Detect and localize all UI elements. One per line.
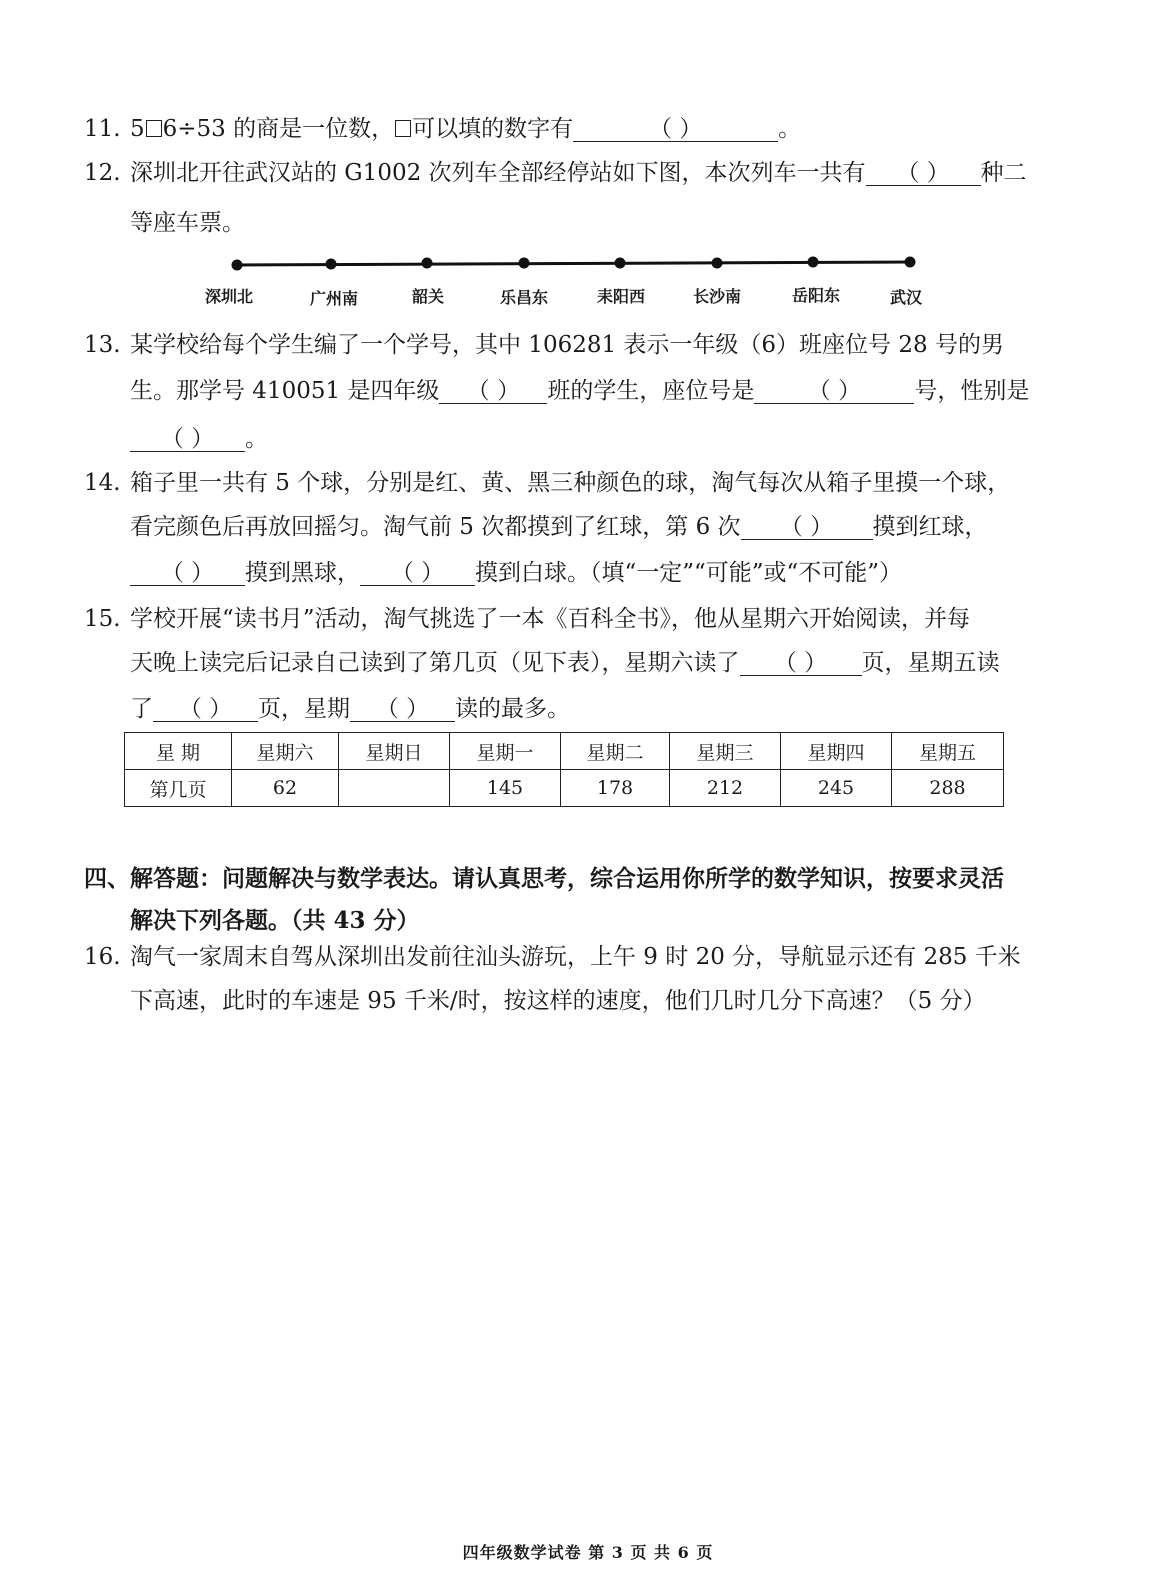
section-heading-line-1: 四、解答题：问题解决与数学表达。请认真思考，综合运用你所学的数学知识，按要求灵活 xyxy=(84,865,1004,892)
table-header-row xyxy=(125,733,1004,770)
text-part: 生。那学号 410051 是四年级 xyxy=(130,378,440,404)
station-label: 韶关 xyxy=(412,287,445,306)
answer-blank[interactable]: （ ） xyxy=(754,380,914,404)
text-part: 了 xyxy=(130,696,153,722)
table-cell: 178 xyxy=(561,770,670,807)
question-text-line-2 xyxy=(130,516,988,540)
route-line-svg xyxy=(0,0,1176,320)
question-text-line-1: 学校开展“读书月”活动，淘气挑选了一本《百科全书》，他从星期六开始阅读，并每 xyxy=(130,606,971,632)
answer-blank[interactable]: （ ） xyxy=(573,118,778,142)
question-text-line-2: 下高速，此时的车速是 95 千米/时，按这样的速度，他们几时几分下高速？（5 分） xyxy=(130,988,986,1014)
question-number: 15. xyxy=(84,606,121,632)
text-part: 天晚上读完后记录自己读到了第几页（见下表），星期六读了 xyxy=(130,650,740,676)
table-cell: 62 xyxy=(232,770,339,807)
text-part: 页，星期五读 xyxy=(861,650,1000,676)
question-text-line-3 xyxy=(130,562,902,586)
table-cell: 星期四 xyxy=(781,733,892,770)
station-dot xyxy=(519,258,530,269)
text-part: 页，星期 xyxy=(258,696,350,722)
station-dot xyxy=(808,257,819,268)
question-text-line-2 xyxy=(130,652,1000,676)
table-cell: 星期六 xyxy=(232,733,339,770)
question-number: 11. xyxy=(84,116,121,142)
table-cell: 288 xyxy=(892,770,1004,807)
answer-blank[interactable]: （ ） xyxy=(866,162,981,186)
station-label: 武汉 xyxy=(890,288,923,307)
question-text-line-1: 淘气一家周末自驾从深圳出发前往汕头游玩，上午 9 时 20 分，导航显示还有 285 千米 xyxy=(130,944,1021,970)
page-footer: 四年级数学试卷 第 3 页 共 6 页 xyxy=(462,1543,714,1562)
question-number: 12. xyxy=(84,160,121,186)
station-label: 长沙南 xyxy=(693,287,742,306)
table-row xyxy=(125,770,1004,807)
train-route-diagram xyxy=(0,0,1176,320)
text-part: 摸到黑球， xyxy=(245,560,360,586)
station-dot xyxy=(712,258,723,269)
text-part: 可以填的数字有 xyxy=(412,116,574,142)
station-dot xyxy=(905,257,916,268)
answer-blank[interactable]: （ ） xyxy=(130,562,245,586)
table-cell: 星期日 xyxy=(339,733,450,770)
station-label: 岳阳东 xyxy=(792,286,841,305)
answer-blank[interactable]: （ ） xyxy=(350,698,455,722)
text-part: 种二 xyxy=(980,160,1027,186)
text-part: 深圳北开往武汉站的 G1002 次列车全部经停站如下图，本次列车一共有 xyxy=(130,160,866,186)
text-part: 6÷53 的商是一位数， xyxy=(162,116,395,142)
text-part: 。 xyxy=(245,426,268,452)
text-part: 号，性别是 xyxy=(914,378,1030,404)
text-part: 5 xyxy=(130,116,145,142)
table-cell: 星期三 xyxy=(670,733,781,770)
answer-blank[interactable]: （ ） xyxy=(130,428,245,452)
table-cell: 145 xyxy=(450,770,561,807)
answer-blank[interactable]: （ ） xyxy=(360,562,475,586)
table-cell: 星期一 xyxy=(450,733,561,770)
question-number: 13. xyxy=(84,332,121,358)
text-part: 。 xyxy=(778,116,802,142)
station-label: 深圳北 xyxy=(205,287,254,306)
station-label: 乐昌东 xyxy=(500,288,549,307)
question-text-line-2: 等座车票。 xyxy=(130,210,245,236)
table-cell: 星 期 xyxy=(125,733,232,770)
station-dot xyxy=(232,260,243,271)
answer-blank[interactable]: （ ） xyxy=(153,698,258,722)
table-cell: 星期五 xyxy=(892,733,1004,770)
answer-blank[interactable]: （ ） xyxy=(439,380,547,404)
table-cell: 245 xyxy=(781,770,892,807)
question-text-line-3 xyxy=(130,698,570,722)
question-text-line-3 xyxy=(130,428,268,452)
station-dot xyxy=(615,258,626,269)
text-part: 摸到红球， xyxy=(872,514,988,540)
table-cell: 星期二 xyxy=(561,733,670,770)
table-cell: 第几页 xyxy=(125,770,232,807)
text-part: 读的最多。 xyxy=(455,696,570,722)
text-part: 班的学生，座位号是 xyxy=(547,378,755,404)
answer-blank[interactable]: （ ） xyxy=(741,516,873,540)
section-heading-line-2: 解决下列各题。（共 43 分） xyxy=(130,907,420,934)
question-number: 14. xyxy=(84,470,121,496)
question-text-line-2 xyxy=(130,380,1029,404)
text-part: 看完颜色后再放回摇匀。淘气前 5 次都摸到了红球，第 6 次 xyxy=(130,514,741,540)
station-label: 广州南 xyxy=(310,289,359,308)
question-text-line-1: 箱子里一共有 5 个球，分别是红、黄、黑三种颜色的球，淘气每次从箱子里摸一个球， xyxy=(130,470,1011,496)
reading-pages-table xyxy=(124,732,1004,807)
table-cell-empty xyxy=(339,770,450,807)
station-dot xyxy=(326,259,337,270)
question-number: 16. xyxy=(84,944,121,970)
table-cell: 212 xyxy=(670,770,781,807)
answer-blank[interactable]: （ ） xyxy=(740,652,862,676)
question-text-line-1: 某学校给每个学生编了一个学号，其中 106281 表示一年级（6）班座位号 28 号的男 xyxy=(130,332,1004,358)
text-part: 摸到白球。（填“一定”“可能”或“不可能”） xyxy=(475,560,903,586)
station-label: 耒阳西 xyxy=(597,287,646,306)
station-dot xyxy=(422,258,433,269)
